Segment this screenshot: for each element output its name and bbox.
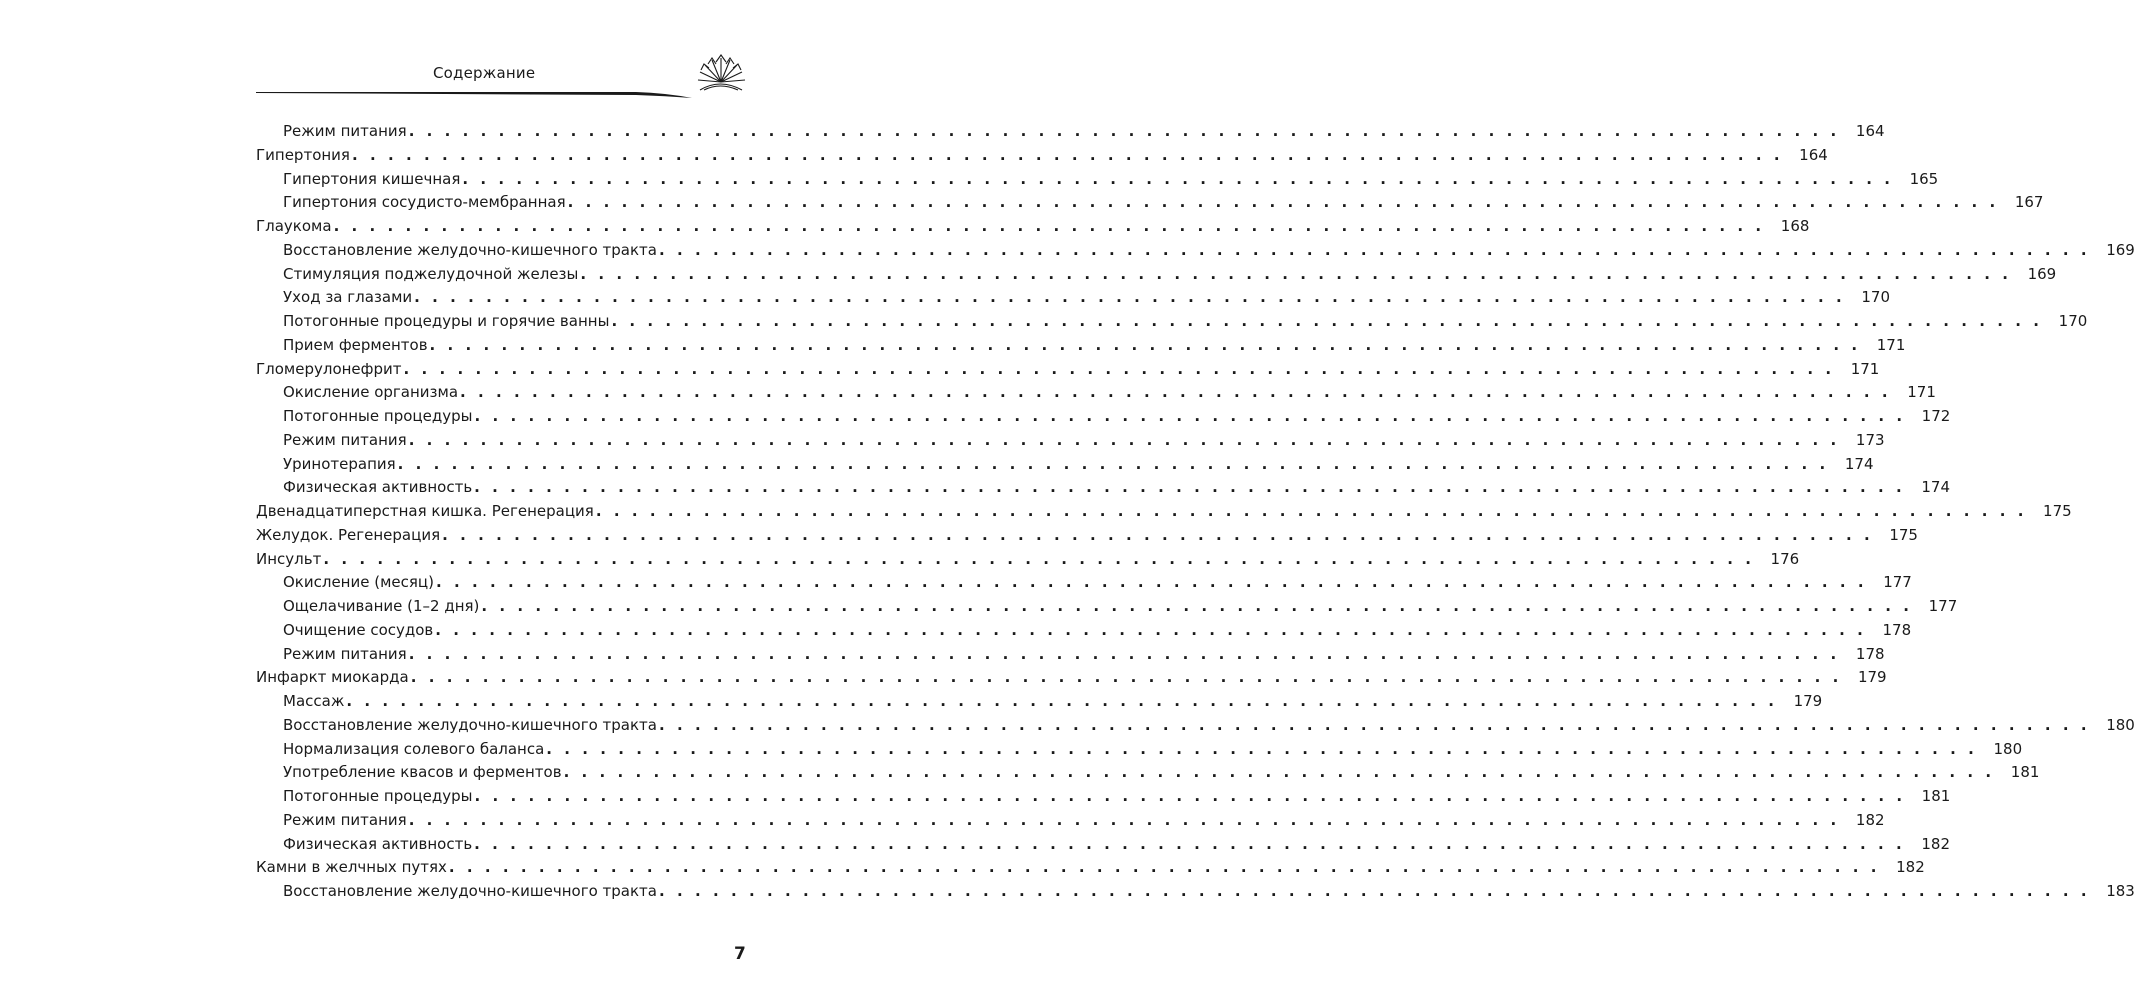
toc-entry [256,120,1885,144]
page-number: 7 [734,944,746,964]
dot-leader: ................................................................................ [414,288,1855,307]
toc-entry-page: 175 [2043,502,2072,520]
toc-entry-title: Глаукома [256,217,332,235]
toc-entry-title: Гломерулонефрит [256,359,402,378]
toc-entry-title: Камни в желчных путях [256,858,447,877]
toc-entry [256,286,1891,310]
toc-entry [256,263,2057,287]
toc-entry-title: Стимуляция поджелудочной железы [283,264,579,283]
dot-leader: ................................................................................ [408,810,1849,829]
toc-entry [256,761,2040,785]
toc-entry [256,453,1874,477]
toc-entry-title: Нормализация солевого баланса [283,739,545,758]
toc-entry [256,405,1951,429]
dot-leader: ................................................................................ [658,715,2099,734]
dot-leader: ................................................................................ [580,264,2021,283]
toc-entry-page: 179 [1793,692,1823,710]
dot-leader: ................................................................................ [403,359,1844,378]
toc-entry-title: Гипертония сосудисто-мембранная [283,193,566,212]
dot-leader: ................................................................................ [346,692,1787,710]
toc-entry-page: 171 [1850,359,1880,378]
toc-entry [256,880,2135,904]
toc-entry [256,500,2072,524]
dot-leader: ................................................................................ [410,668,1851,687]
toc-entry-page: 181 [1921,787,1951,805]
dot-leader: ................................................................................ [435,620,1876,639]
toc-entry [256,429,1885,453]
toc-entry-page: 177 [1883,573,1912,592]
toc-entry-title: Потогонные процедуры и горячие ванны [283,312,610,330]
toc-entry-title: Очищение сосудов [283,620,434,639]
dot-leader: ................................................................................ [408,430,1849,449]
toc-entry-page: 182 [1855,810,1885,829]
toc-entry-title: Окисление организма [283,383,459,402]
dot-leader: ................................................................................ [397,454,1838,473]
toc-entry [256,785,1951,809]
toc-entry-title: Потогонные процедуры [283,787,473,805]
toc-entry [256,215,1810,239]
toc-entry [256,239,2135,263]
toc-entry-title: Двенадцатиперстная кишка. Регенерация [256,502,594,520]
dot-leader: ................................................................................ [474,407,1915,425]
dot-leader: ................................................................................ [474,478,1915,497]
dot-leader: ................................................................................ [474,787,1915,805]
toc-entry-page: 173 [1855,430,1885,449]
toc-entry [256,571,1912,595]
toc-entry-page: 174 [1921,478,1951,497]
toc-entry-page: 169 [2106,240,2135,259]
toc-entry-page: 181 [2010,763,2040,782]
header-rule [256,90,696,102]
toc-entry-page: 178 [1855,644,1885,663]
toc-entry-title: Ощелачивание (1–2 дня) [283,597,480,615]
toc-entry-page: 180 [1993,739,2023,758]
dot-leader: ................................................................................ [595,502,2036,520]
toc-entry-page: 164 [1799,145,1828,164]
toc-entry [256,856,1925,880]
dot-leader: ................................................................................ [460,383,1900,402]
dot-leader: ................................................................................ [474,834,1915,853]
toc-entry-title: Восстановление желудочно-кишечного тракта [283,882,657,900]
toc-entry [256,381,1936,405]
toc-entry-page: 167 [2014,193,2044,212]
dot-leader: ................................................................................ [567,193,2008,212]
toc-entry-title: Режим питания [283,644,407,663]
toc-entry [256,358,1880,382]
dot-leader: ................................................................................ [481,597,1922,615]
toc-entry-page: 175 [1889,525,1918,544]
toc-entry-title: Уход за глазами [283,288,413,307]
toc-entry-title: Массаж [283,692,345,710]
toc-entry-page: 170 [2058,312,2088,330]
toc-entry [256,548,1800,572]
toc-entry-page: 174 [1844,454,1874,473]
sunburst-ornament-icon [690,52,750,96]
toc-entry-page: 183 [2106,882,2135,900]
dot-leader: ................................................................................ [611,312,2052,330]
toc-entry-page: 169 [2027,264,2057,283]
toc-entry [256,738,2023,762]
toc-entry [256,595,1958,619]
toc-entry-title: Инсульт [256,549,322,568]
toc-entry-title: Употребление квасов и ферментов [283,763,562,782]
toc-entry [256,310,2088,334]
toc-entry-page: 176 [1770,549,1800,568]
dot-leader: ................................................................................ [408,122,1849,140]
toc-entry-title: Прием ферментов [283,335,428,354]
dot-leader: ................................................................................ [429,335,1870,354]
dot-leader: ................................................................................ [563,763,2004,782]
toc-entry [256,643,1885,667]
toc-entry-page: 180 [2106,715,2135,734]
toc-entry [256,690,1823,714]
dot-leader: ................................................................................ [323,549,1764,568]
running-header-title: Содержание [433,64,536,82]
toc-entry-title: Физическая активность [283,834,473,853]
dot-leader: ................................................................................ [435,573,1876,592]
dot-leader: ................................................................................ [658,882,2099,900]
toc-entry-page: 182 [1896,858,1925,877]
toc-entry-page: 182 [1921,834,1951,853]
toc-entry-title: Режим питания [283,122,407,140]
toc-entry [256,191,2044,215]
toc-entry-title: Физическая активность [283,478,473,497]
toc-entry [256,334,1906,358]
toc-entry-title: Гипертония кишечная [283,169,461,188]
toc-entry [256,666,1887,690]
toc-entry [256,476,1951,500]
toc-entry [256,714,2135,738]
toc-entry-page: 178 [1882,620,1912,639]
toc-entry [256,833,1951,857]
table-of-contents [256,120,2135,904]
toc-entry-title: Желудок. Регенерация [256,525,441,544]
dot-leader: ................................................................................ [658,240,2099,259]
dot-leader: ................................................................................ [333,217,1774,235]
toc-entry-title: Режим питания [283,430,407,449]
dot-leader: ................................................................................ [351,145,1792,164]
toc-entry-page: 171 [1876,335,1906,354]
toc-entry-title: Окисление (месяц) [283,573,434,592]
toc-entry [256,524,1918,548]
toc-entry-page: 171 [1907,383,1936,402]
toc-entry [256,168,1939,192]
toc-entry-title: Уринотерапия [283,454,396,473]
toc-entry-page: 164 [1855,122,1885,140]
dot-leader: ................................................................................ [448,858,1889,877]
dot-leader: ................................................................................ [546,739,1987,758]
toc-entry-page: 170 [1861,288,1891,307]
toc-entry-page: 172 [1921,407,1951,425]
toc-entry-page: 165 [1909,169,1939,188]
toc-entry-title: Гипертония [256,145,350,164]
toc-entry-title: Инфаркт миокарда [256,668,409,687]
dot-leader: ................................................................................ [462,169,1903,188]
toc-entry-title: Восстановление желудочно-кишечного тракта [283,715,657,734]
toc-entry-page: 179 [1857,668,1887,687]
toc-entry-title: Восстановление желудочно-кишечного тракта [283,240,657,259]
toc-entry-title: Режим питания [283,810,407,829]
dot-leader: ................................................................................ [408,644,1849,663]
toc-entry [256,619,1912,643]
toc-entry [256,144,1828,168]
dot-leader: ................................................................................ [442,525,1882,544]
toc-entry-title: Потогонные процедуры [283,407,473,425]
toc-entry-page: 168 [1780,217,1810,235]
toc-entry-page: 177 [1928,597,1958,615]
toc-entry [256,809,1885,833]
